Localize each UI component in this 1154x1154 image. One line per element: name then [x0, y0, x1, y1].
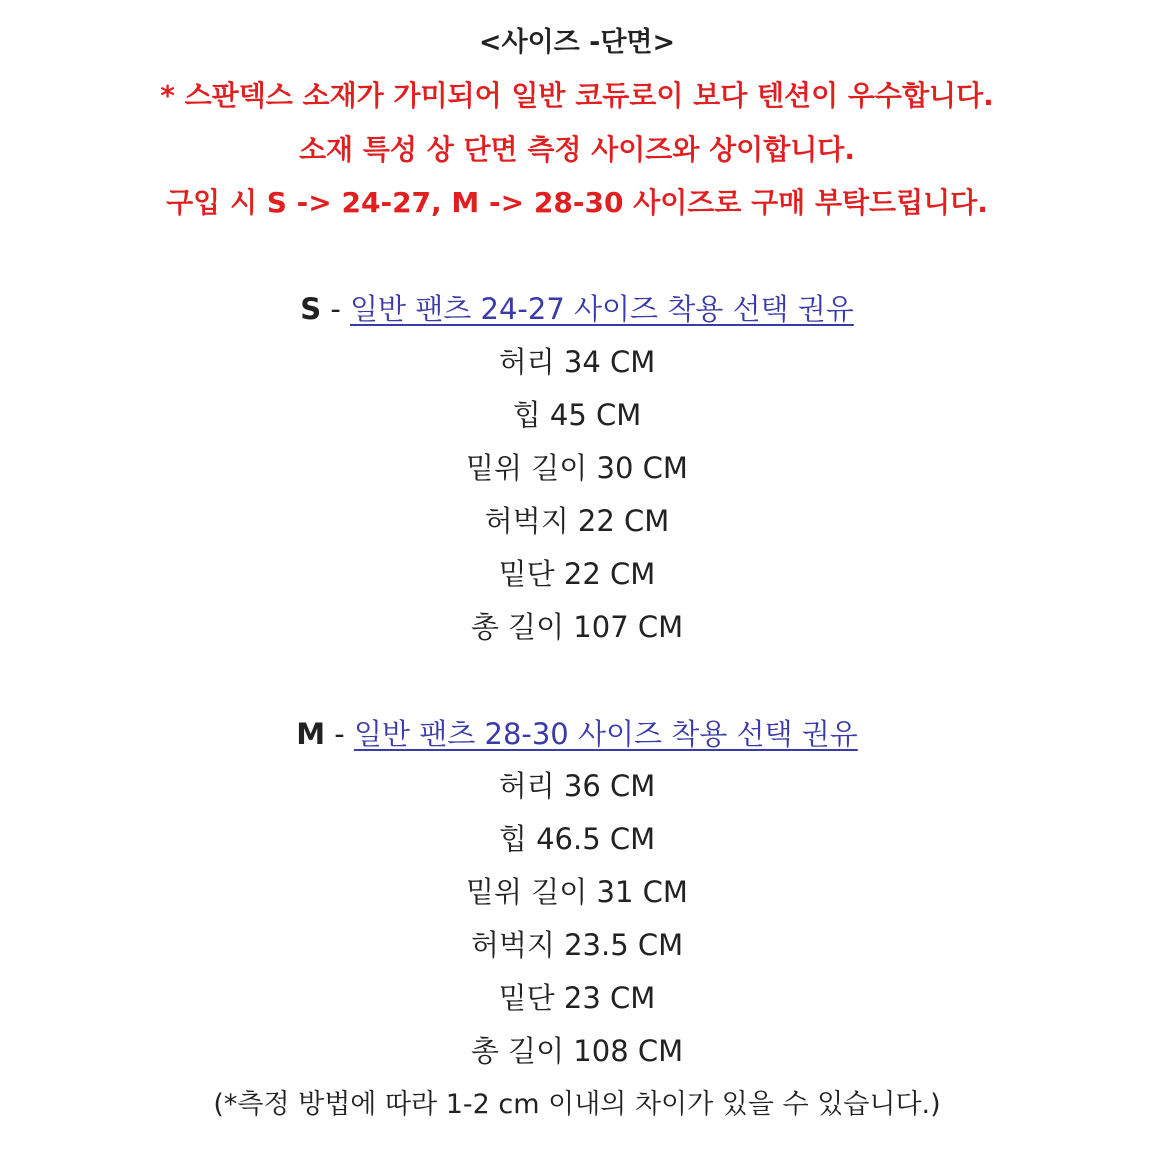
- notice-line-2: 소재 특성 상 단면 측정 사이즈와 상이합니다.: [299, 133, 855, 166]
- size-code: M: [296, 717, 326, 751]
- size-m-measurement-hem: 밑단 23 CM: [498, 981, 656, 1015]
- size-s-measurement-thigh: 허벅지 22 CM: [484, 504, 670, 538]
- size-m-header: [0, 712, 1154, 753]
- size-m-measurement-length: 총 길이 108 CM: [470, 1034, 684, 1068]
- size-m-measurement-rise: 밑위 길이 31 CM: [466, 875, 688, 909]
- size-guide-title: <사이즈 -단면>: [478, 27, 676, 58]
- size-recommendation-link[interactable]: 일반 팬츠 28-30 사이즈 착용 선택 권유: [354, 717, 858, 751]
- size-code: S: [300, 292, 322, 326]
- size-s-measurement-waist: 허리 34 CM: [498, 345, 656, 379]
- size-m-measurement-hip: 힙 46.5 CM: [498, 822, 656, 856]
- size-separator: -: [321, 292, 351, 326]
- measurement-footnote: (*측정 방법에 따라 1-2 cm 이내의 차이가 있을 수 있습니다.): [213, 1089, 941, 1120]
- size-s-measurement-hem: 밑단 22 CM: [498, 557, 656, 591]
- notice-line-1: * 스판덱스 소재가 가미되어 일반 코듀로이 보다 텐션이 우수합니다.: [160, 79, 994, 112]
- size-recommendation-link[interactable]: 일반 팬츠 24-27 사이즈 착용 선택 권유: [350, 292, 854, 326]
- size-m-measurement-thigh: 허벅지 23.5 CM: [470, 928, 684, 962]
- notice-line-3: 구입 시 S -> 24-27, M -> 28-30 사이즈로 구매 부탁드립니다.: [166, 186, 988, 219]
- size-separator: -: [325, 717, 354, 751]
- size-s-header: [0, 287, 1154, 328]
- size-m-measurement-waist: 허리 36 CM: [498, 769, 656, 803]
- size-s-measurement-hip: 힙 45 CM: [512, 398, 642, 432]
- size-s-measurement-length: 총 길이 107 CM: [470, 610, 684, 644]
- size-s-measurement-rise: 밑위 길이 30 CM: [466, 451, 688, 485]
